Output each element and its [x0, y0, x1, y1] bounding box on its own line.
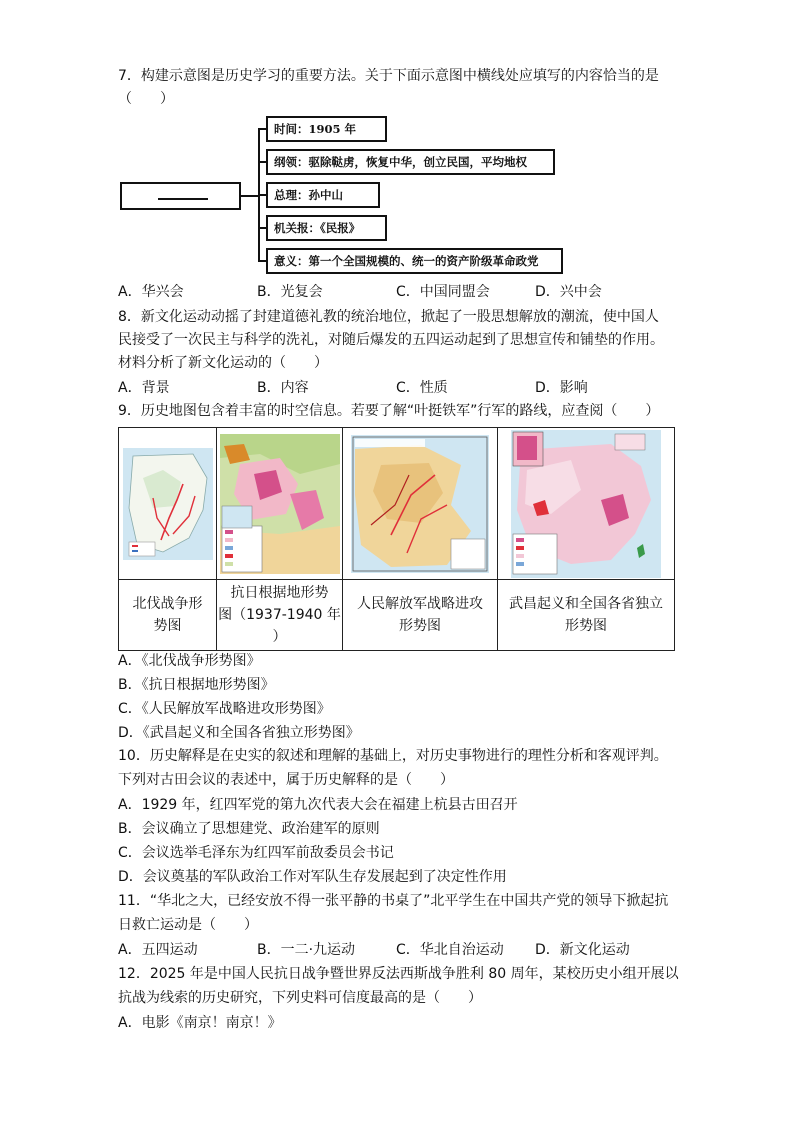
q8-option-b[interactable]: B．内容 [257, 380, 309, 396]
q11-option-b[interactable]: B．一二·九运动 [257, 942, 356, 958]
q7-option-c[interactable]: C．中国同盟会 [396, 284, 490, 300]
q7-stem: 7．构建示意图是历史学习的重要方法。关于下面示意图中横线处应填写的内容恰当的是 [118, 68, 659, 84]
q11-option-c[interactable]: C．华北自治运动 [396, 942, 504, 958]
diagram-blank-box [120, 182, 241, 210]
q9-option-a[interactable]: A．《北伐战争形势图》 [118, 653, 261, 669]
connector-line [258, 194, 266, 196]
q12-stem-line: 抗战为线索的历史研究，下列史料可信度最高的是（ ） [118, 990, 482, 1006]
map-cell-anti-japanese-bases [217, 428, 343, 580]
q8-option-a[interactable]: A．背景 [118, 380, 170, 396]
northern-expedition-map-image [123, 448, 213, 560]
q9-option-d[interactable]: D．《武昌起义和全国各省独立形势图》 [118, 725, 360, 741]
map-cell-pla-strategic-offensive [343, 428, 498, 580]
caption-pla-strategic-offensive: 人民解放军战略进攻 形势图 [343, 580, 498, 651]
q9-option-c[interactable]: C．《人民解放军战略进攻形势图》 [118, 701, 331, 717]
q11-option-d[interactable]: D．新文化运动 [535, 942, 630, 958]
q7-answer-paren: （ ） [118, 91, 174, 107]
q10-option-d[interactable]: D．会议奠基的军队政治工作对军队生存发展起到了决定性作用 [118, 869, 507, 885]
diagram-box-program: 纲领：驱除鞑虏，恢复中华，创立民国，平均地权 [266, 149, 555, 175]
fill-in-blank-line [158, 198, 208, 200]
q8-stem-line: 材料分析了新文化运动的（ ） [118, 355, 328, 371]
q8-option-c[interactable]: C．性质 [396, 380, 448, 396]
q12-option-a[interactable]: A．电影《南京！南京！》 [118, 1015, 282, 1031]
map-cell-wuchang-uprising [498, 428, 675, 580]
q11-stem-line: 日救亡运动是（ ） [118, 917, 258, 933]
q7-option-d[interactable]: D．兴中会 [535, 284, 602, 300]
q8-stem-line: 民接受了一次民主与科学的洗礼，对随后爆发的五四运动起到了思想宣传和铺垫的作用。 [118, 332, 664, 348]
diagram-box-significance: 意义：第一个全国规模的、统一的资产阶级革命政党 [266, 248, 563, 274]
pla-strategic-offensive-map-image [351, 435, 489, 573]
caption-northern-expedition: 北伐战争形 势图 [119, 580, 217, 651]
diagram-box-leader: 总理：孙中山 [266, 182, 380, 208]
q7-option-b[interactable]: B．光复会 [257, 284, 323, 300]
diagram-box-time: 时间：1905 年 [266, 116, 387, 142]
caption-wuchang-uprising: 武昌起义和全国各省独立 形势图 [498, 580, 675, 651]
q10-option-c[interactable]: C．会议选举毛泽东为红四军前敌委员会书记 [118, 845, 394, 861]
q9-stem: 9．历史地图包含着丰富的时空信息。若要了解“叶挺铁军”行军的路线，应查阅（ ） [118, 403, 660, 419]
connector-line [258, 128, 266, 130]
anti-japanese-bases-map-image [220, 434, 340, 574]
q10-stem-line: 下列对古田会议的表述中，属于历史解释的是（ ） [118, 772, 454, 788]
q10-option-b[interactable]: B．会议确立了思想建党、政治建军的原则 [118, 821, 380, 837]
wuchang-uprising-map-image [511, 430, 661, 578]
q9-map-table [118, 427, 675, 651]
q11-stem-line: 11．“华北之大，已经安放不得一张平静的书桌了”北平学生在中国共产党的领导下掀起抗 [118, 893, 669, 909]
q12-stem-line: 12．2025 年是中国人民抗日战争暨世界反法西斯战争胜利 80 周年，某校历史小组开展以 [118, 966, 679, 982]
q9-option-b[interactable]: B．《抗日根据地形势图》 [118, 677, 275, 693]
connector-line [258, 227, 266, 229]
q8-option-d[interactable]: D．影响 [535, 380, 588, 396]
map-cell-northern-expedition [119, 428, 217, 580]
diagram-box-newspaper: 机关报：《民报》 [266, 215, 387, 241]
q11-option-a[interactable]: A．五四运动 [118, 942, 198, 958]
q10-stem-line: 10．历史解释是在史实的叙述和理解的基础上，对历史事物进行的理性分析和客观评判。 [118, 748, 668, 764]
connector-line [258, 161, 266, 163]
q8-stem-line: 8．新文化运动动摇了封建道德礼教的统治地位，掀起了一股思想解放的潮流，使中国人 [118, 309, 659, 325]
caption-anti-japanese-bases: 抗日根据地形势 图（1937-1940 年 ） [217, 580, 343, 651]
q10-option-a[interactable]: A．1929 年，红四军党的第九次代表大会在福建上杭县古田召开 [118, 797, 518, 813]
connector-line [258, 260, 266, 262]
connector-line [241, 195, 259, 197]
q7-option-a[interactable]: A．华兴会 [118, 284, 184, 300]
